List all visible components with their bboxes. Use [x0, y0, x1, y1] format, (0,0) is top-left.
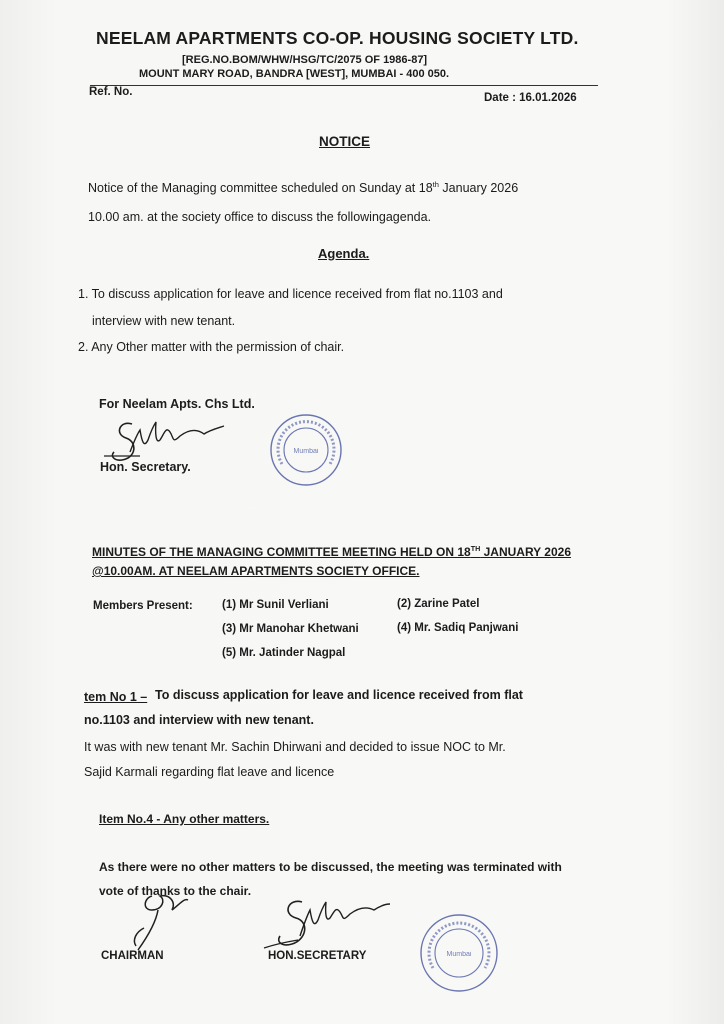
agenda-item-1-continued: interview with new tenant. [92, 314, 236, 328]
agenda-title: Agenda. [318, 246, 370, 261]
minutes-heading-line-1: MINUTES OF THE MANAGING COMMITTEE MEETING HELD ON 18TH JANUARY 2026 [92, 544, 571, 559]
members-present-label: Members Present: [93, 600, 193, 612]
for-society-label: For Neelam Apts. Chs Ltd. [99, 397, 255, 411]
member-2: (2) Zarine Patel [397, 598, 480, 610]
chairman-label: CHAIRMAN [101, 950, 164, 962]
item-1-resolution-line-2: Sajid Karmali regarding flat leave and licence [84, 765, 335, 779]
registration-number: [REG.NO.BOM/WHW/HSG/TC/2075 OF 1986-87] [182, 54, 428, 66]
item-4-title: Item No.4 - Any other matters. [99, 812, 270, 826]
item-1-title-continued: no.1103 and interview with new tenant. [84, 713, 314, 727]
agenda-item-1: 1. To discuss application for leave and licence received from flat no.1103 and [78, 287, 503, 301]
agenda-item-2: 2. Any Other matter with the permission of chair. [78, 340, 345, 354]
notice-text-line-2: 10.00 am. at the society office to discuss the followingagenda. [88, 210, 432, 224]
society-name: NEELAM APARTMENTS CO-OP. HOUSING SOCIETY LTD. [96, 28, 579, 48]
item-1-resolution-line-1: It was with new tenant Mr. Sachin Dhirwani and decided to issue NOC to Mr. [84, 740, 506, 754]
society-address: MOUNT MARY ROAD, BANDRA [WEST], MUMBAI - 400 050. [139, 68, 450, 80]
hon-secretary-label: Hon. Secretary. [100, 460, 191, 474]
item-1-title: To discuss application for leave and licence received from flat [155, 688, 523, 702]
header-divider [90, 85, 598, 86]
reference-number-label: Ref. No. [89, 86, 133, 98]
member-3: (3) Mr Manohar Khetwani [222, 623, 359, 635]
notice-title: NOTICE [319, 134, 371, 149]
society-stamp-1 [268, 412, 344, 488]
chairman-signature [122, 888, 192, 958]
member-4: (4) Mr. Sadiq Panjwani [397, 622, 519, 634]
notice-text-line-1: Notice of the Managing committee scheduled on Sunday at 18th January 2026 [88, 179, 519, 195]
member-5: (5) Mr. Jatinder Nagpal [222, 647, 346, 659]
society-stamp-2 [418, 912, 500, 994]
member-1: (1) Mr Sunil Verliani [222, 599, 329, 611]
item-1-label: tem No 1 – [84, 690, 148, 704]
document-date: Date : 16.01.2026 [484, 92, 577, 104]
stamp-2-center-text: Mumbai [446, 951, 472, 958]
hon-secretary-label-2: HON.SECRETARY [268, 950, 367, 962]
closing-text-line-1: As there were no other matters to be discussed, the meeting was terminated with [99, 860, 562, 874]
closing-text-line-2: vote of thanks to the chair. [99, 884, 252, 898]
stamp-1-center-text: Mumbai [293, 448, 319, 455]
minutes-heading-line-2: @10.00AM. AT NEELAM APARTMENTS SOCIETY OFFICE. [92, 564, 420, 578]
